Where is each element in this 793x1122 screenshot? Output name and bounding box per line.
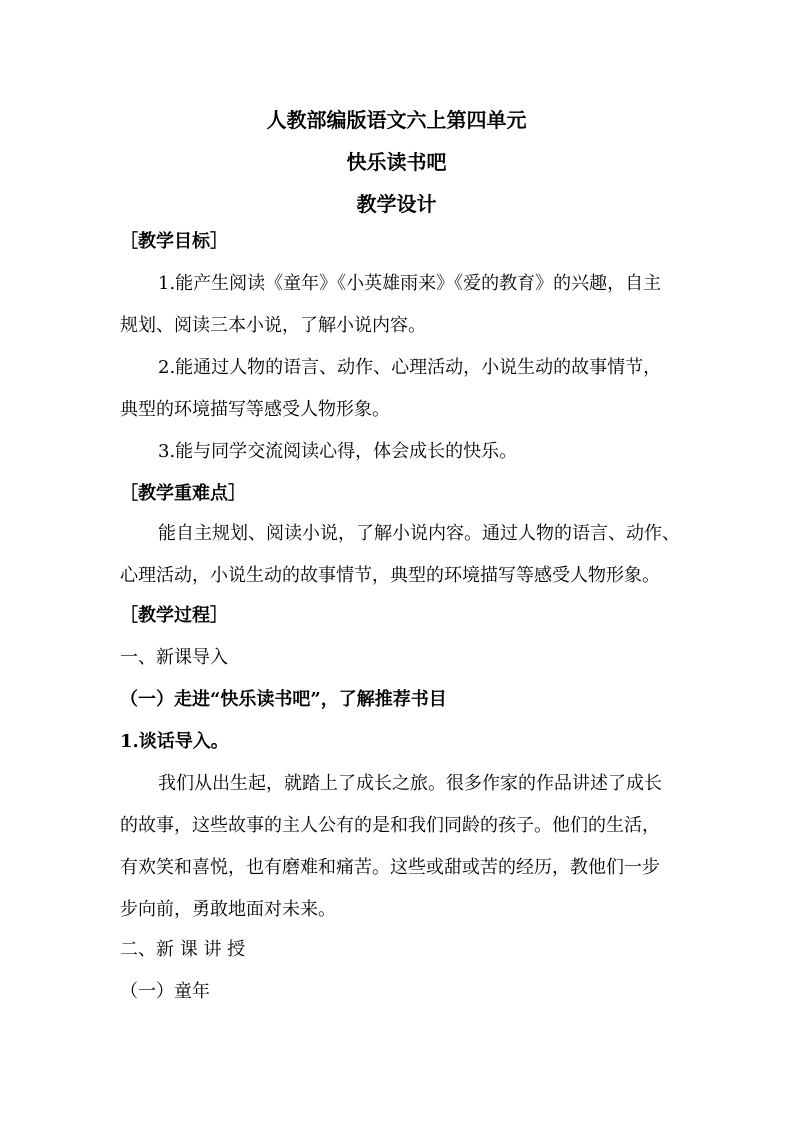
objective-2-line-1: 2.能通过人物的语言、动作、心理活动，小说生动的故事情节， [158, 357, 662, 378]
document-subtitle: 快乐读书吧 [346, 150, 447, 174]
intro-paragraph-line-3: 有欢笑和喜悦，也有磨难和痛苦。这些或甜或苦的经历，教他们一步 [120, 857, 660, 878]
document-title: 人教部编版语文六上第四单元 [266, 108, 527, 132]
intro-paragraph-line-4: 步向前，勇敢地面对未来。 [120, 899, 336, 920]
process-heading: ［教学过程］ [120, 605, 228, 626]
key-points-line-1: 能自主规划、阅读小说，了解小说内容。通过人物的语言、动作、 [158, 523, 680, 544]
intro-paragraph-line-1: 我们从出生起，就踏上了成长之旅。很多作家的作品讲述了成长 [158, 773, 662, 794]
key-points-line-2: 心理活动，小说生动的故事情节，典型的环境描写等感受人物形象。 [120, 565, 660, 586]
objective-2-line-2: 典型的环境描写等感受人物形象。 [120, 399, 390, 420]
objectives-heading: ［教学目标］ [120, 231, 228, 252]
section-1-title: 一、新课导入 [120, 647, 228, 668]
objective-1-line-1: 1.能产生阅读《童年》《小英雄雨来》《爱的教育》的兴趣，自主 [158, 273, 662, 294]
subsection-1-title: （一）走进“快乐读书吧”，了解推荐书目 [120, 689, 447, 710]
objective-1-line-2: 规划、阅读三本小说，了解小说内容。 [120, 315, 426, 336]
document-type-title: 教学设计 [356, 192, 437, 216]
objective-3-line-1: 3.能与同学交流阅读心得，体会成长的快乐。 [158, 441, 518, 462]
key-points-heading: ［教学重难点］ [120, 483, 246, 504]
step-1-title: 1.谈话导入。 [120, 731, 229, 752]
intro-paragraph-line-2: 的故事，这些故事的主人公有的是和我们同龄的孩子。他们的生活， [120, 815, 660, 836]
section-2-title: 二、新 课 讲 授 [120, 939, 246, 960]
subsection-2-title: （一）童年 [120, 981, 210, 1002]
